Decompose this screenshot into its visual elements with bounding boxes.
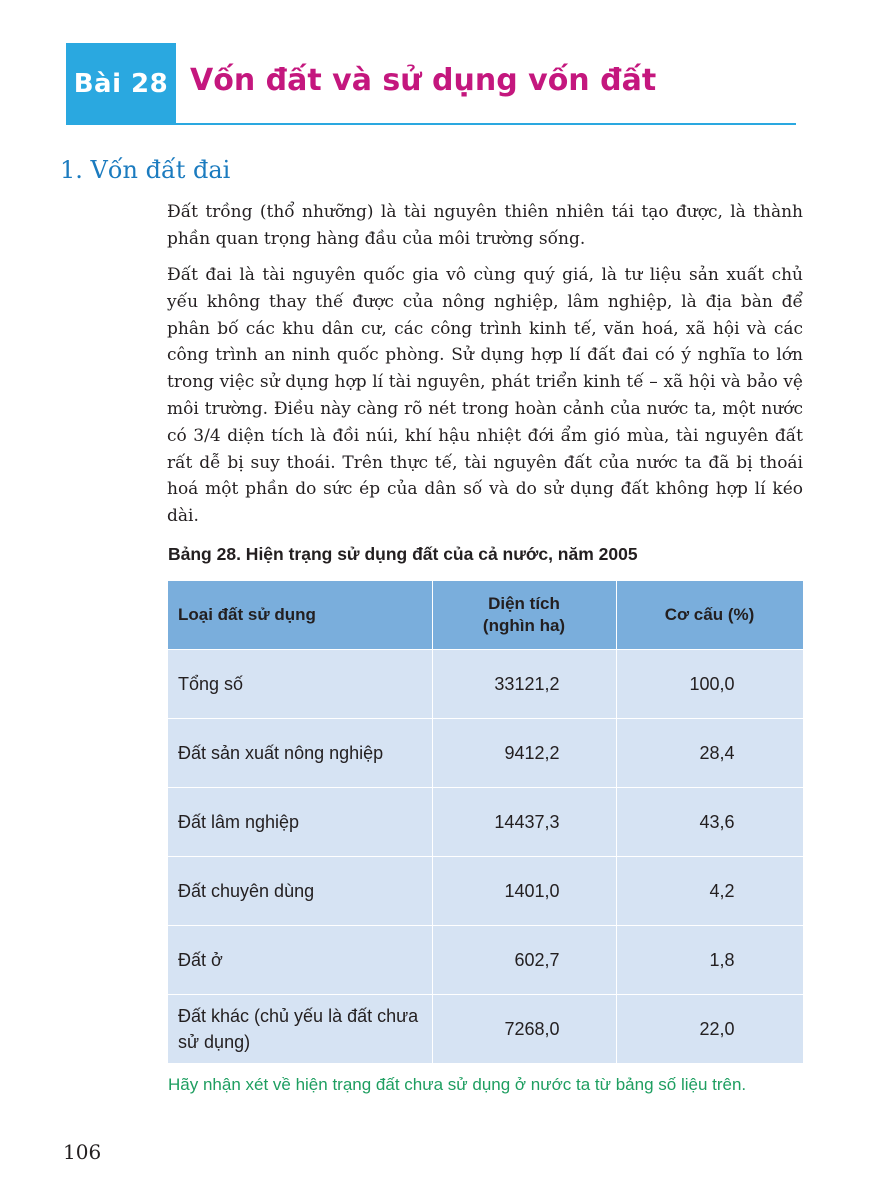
table-header-row xyxy=(168,581,803,650)
section-title: 1. Vốn đất đai xyxy=(60,156,231,184)
table-row xyxy=(168,788,803,857)
row-area: 9412,2 xyxy=(432,719,616,788)
land-use-table xyxy=(168,581,804,1063)
row-name: Đất sản xuất nông nghiệp xyxy=(168,719,432,788)
row-name: Tổng số xyxy=(168,650,432,719)
table-row xyxy=(168,650,803,719)
table-row xyxy=(168,995,803,1064)
row-area: 14437,3 xyxy=(432,788,616,857)
table-row xyxy=(168,719,803,788)
row-area: 7268,0 xyxy=(432,995,616,1064)
header-share: Cơ cấu (%) xyxy=(616,581,803,650)
header-land-type: Loại đất sử dụng xyxy=(168,581,432,650)
header-area-line1: Diện tích xyxy=(488,594,560,613)
header-area xyxy=(432,581,616,650)
header-divider xyxy=(176,123,796,125)
row-share: 100,0 xyxy=(616,650,803,719)
row-share: 4,2 xyxy=(616,857,803,926)
row-share: 1,8 xyxy=(616,926,803,995)
row-name: Đất lâm nghiệp xyxy=(168,788,432,857)
row-name: Đất ở xyxy=(168,926,432,995)
row-share: 22,0 xyxy=(616,995,803,1064)
page-number: 106 xyxy=(63,1140,102,1164)
row-area: 1401,0 xyxy=(432,857,616,926)
header-area-line2: (nghìn ha) xyxy=(482,616,566,635)
table-caption: Bảng 28. Hiện trạng sử dụng đất của cả nước, năm 2005 xyxy=(168,544,638,564)
row-share: 43,6 xyxy=(616,788,803,857)
row-area: 33121,2 xyxy=(432,650,616,719)
lesson-number-badge: Bài 28 xyxy=(66,43,176,125)
paragraph-2: Đất đai là tài nguyên quốc gia vô cùng quý giá, là tư liệu sản xuất chủ yếu không thay thế được của nông nghiệp, lâm nghiệp, là địa bàn để phân bố các khu dân cư, các công trình kinh tế, văn hoá, xã hội và các công trình an ninh quốc phòng. Sử dụng hợp lí đất đai có ý nghĩa to lớn trong việc sử dụng hợp lí tài nguyên, phát triển kinh tế – xã hội và bảo vệ môi trường. Điều này càng rõ nét trong hoàn cảnh của nước ta, một nước có 3/4 diện tích là đồi núi, khí hậu nhiệt đới ẩm gió mùa, tài nguyên đất rất dễ bị suy thoái. Trên thực tế, tài nguyên đất của nước ta đã bị thoái hoá một phần do sức ép của dân số và do sử dụng đất không hợp lí kéo dài. xyxy=(167,265,803,527)
row-name: Đất chuyên dùng xyxy=(168,857,432,926)
exercise-question: Hãy nhận xét về hiện trạng đất chưa sử dụng ở nước ta từ bảng số liệu trên. xyxy=(168,1075,747,1094)
table-row xyxy=(168,926,803,995)
lesson-header xyxy=(66,43,796,125)
row-name: Đất khác (chủ yếu là đất chưa sử dụng) xyxy=(168,995,432,1064)
row-area: 602,7 xyxy=(432,926,616,995)
table-row xyxy=(168,857,803,926)
lesson-title: Vốn đất và sử dụng vốn đất xyxy=(190,63,657,98)
paragraph-1: Đất trồng (thổ nhưỡng) là tài nguyên thiên nhiên tái tạo được, là thành phần quan trọng hàng đầu của môi trường sống. xyxy=(167,202,803,249)
row-share: 28,4 xyxy=(616,719,803,788)
